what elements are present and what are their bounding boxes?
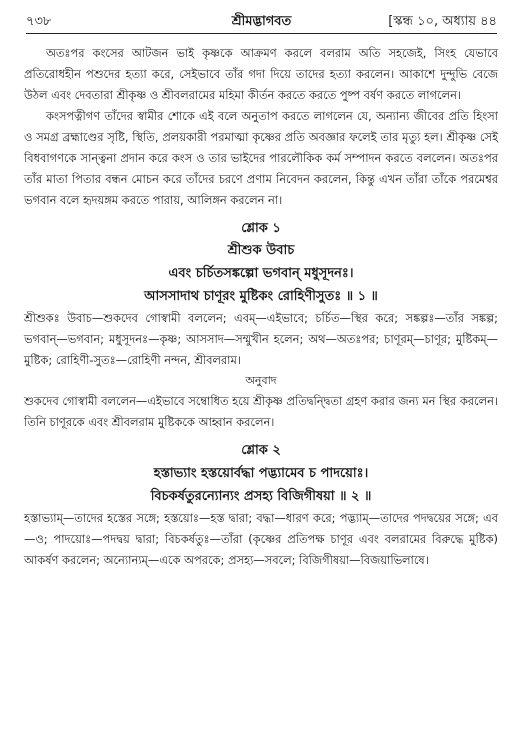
section-label: [স্কন্ধ ১০, অধ্যায় ৪৪ bbox=[388, 14, 497, 29]
sloka-2-verse-line-1: হস্তাভ্যাং হস্তয়োর্বদ্ধা পদ্ভ্যামেব চ পাদয়োঃ। bbox=[153, 466, 369, 481]
summary-paragraph-1: অতঃপর কংসের আটজন ভাই কৃষ্ণকে আক্রমণ করলে বলরাম অতি সহজেই, সিংহ যেভাবে প্রতিরোধহীন পশুদের হত্যা করে, সেইভাবে তাঁর গদা দিয়ে তাদের হত্যা করলেন। আকাশে দুন্দুভি বেজে উঠল এবং দেবতারা শ্রীকৃষ্ণ ও শ্রীবলরামের মহিমা কীর্তন করতে করতে পুষ্প বর্ষণ করতে লাগলেন। bbox=[24, 46, 498, 102]
page-header bbox=[26, 12, 497, 32]
book-title: শ্রীমদ্ভাগবত bbox=[231, 14, 292, 29]
header-rule bbox=[26, 33, 497, 34]
summary-paragraph-2: কংসপত্নীগণ তাঁদের স্বামীর শোকে এই বলে অনুতাপ করতে লাগলেন যে, অন্যান্য জীবের প্রতি হিংসা ও সমগ্র ব্রহ্মাণ্ডের সৃষ্টি, স্থিতি, প্রলয়কারী পরমাত্মা কৃষ্ণের প্রতি অবজ্ঞার ফলেই তার মৃত্যু হল। শ্রীকৃষ্ণ সেই বিধবাগণকে সান্ত্বনা প্রদান করে কংস ও তার ভাইদের পারলৌকিক কর্ম সম্পাদন করতে বললেন। অতঃপর তাঁর মাতা পিতার বন্ধন মোচন করে তাঁদের চরণে প্রণাম নিবেদন করলেন, কিন্তু এখন তাঁরা তাঁকে পরমেশ্বর ভগবান বলে হৃদয়ঙ্গম করতে পারায়, আলিঙ্গন করলেন না। bbox=[24, 109, 498, 207]
sloka-1-synonyms: শ্রীশুকঃ উবাচ—শুকদেব গোস্বামী বললেন; এবম্—এইভাবে; চর্চিত—স্থির করে; সঙ্কল্পঃ—তাঁর সঙ্কল্প; ভগবান্—ভগবান; মধুসূদনঃ—কৃষ্ণ; আসসাদ—সম্মুখীন হলেন; অথ—অতঃপর; চাণূরম্—চাণূর; মুষ্টিকম্—মুষ্টিক; রোহিণী-সুতঃ—রোহিণী নন্দন, শ্রীবলরাম। bbox=[24, 311, 498, 367]
sloka-1-verse-line-1: এবং চর্চিতসঙ্কল্পো ভগবান্ মধুসূদনঃ। bbox=[168, 266, 354, 281]
sloka-1-verse-line-2: আসসাদাথ চাণূরং মুষ্টিকং রোহিণীসুতঃ ॥ ১ ॥ bbox=[144, 289, 378, 304]
sloka-2-heading: শ্লোক ২ bbox=[241, 443, 281, 458]
sloka-1-speaker: শ্রীশুক উবাচ bbox=[227, 243, 295, 258]
page-body bbox=[24, 43, 498, 571]
sloka-1-translation-label: অনুবাদ bbox=[245, 374, 277, 387]
sloka-1-heading: শ্লোক ১ bbox=[241, 221, 281, 236]
page-number: ৭৩৮ bbox=[26, 14, 52, 29]
sloka-2-verse-line-2: বিচকর্ষতুরন্যোন্যং প্রসহ্য বিজিগীষয়া ॥ ২ ॥ bbox=[150, 489, 372, 504]
sloka-1-translation: শুকদেব গোস্বামী বললেন—এইভাবে সম্বোধিত হয়ে শ্রীকৃষ্ণ প্রতিদ্বন্দ্বিতা গ্রহণ করার জন্য মন স্থির করলেন। তিনি চাণূরকে এবং শ্রীবলরাম মুষ্টিককে আহ্বান করলেন। bbox=[24, 394, 498, 429]
sloka-2-synonyms: হস্তাভ্যাম্—তাদের হস্তের সঙ্গে; হস্তয়োঃ—হস্ত দ্বারা; বদ্ধা—ধারণ করে; পদ্ভ্যাম্—তাদের পদদ্বয়ের সঙ্গে; এব—ও; পাদয়োঃ—পদদ্বয় দ্বারা; বিচকর্ষতুঃ—তাঁরা (কৃষ্ণের প্রতিপক্ষ চাণূর এবং বলরামের বিরুদ্ধে মুষ্টিক) আকর্ষণ করলেন; অন্যোন্যম্—একে অপরকে; প্রসহ্য—সবলে; বিজিগীষয়া—বিজয়াভিলাষে। bbox=[24, 511, 498, 567]
